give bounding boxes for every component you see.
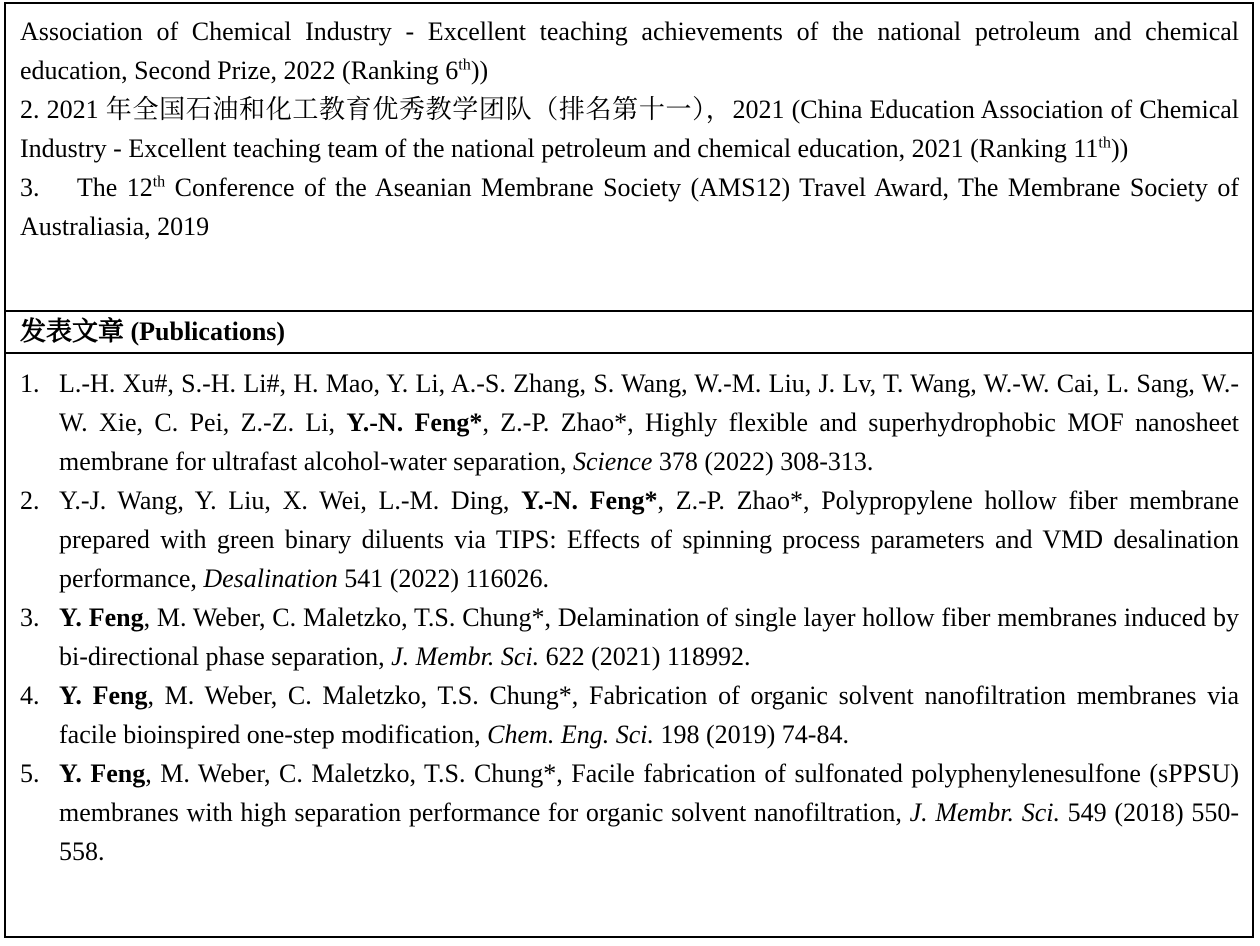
publication-item [20, 364, 1239, 481]
publication-text: Y. Feng, M. Weber, C. Maletzko, T.S. Chung*, Facile fabrication of sulfonated polyphenylenesulfone (sPPSU) membranes with high separation performance for organic solvent nanofiltration, J. Membr. Sci. 549 (2018) 550-558. [59, 759, 1240, 866]
publication-text: Y. Feng, M. Weber, C. Maletzko, T.S. Chung*, Fabrication of organic solvent nanofiltration membranes via facile bioinspired one-step modification, Chem. Eng. Sci. 198 (2019) 74-84. [59, 681, 1239, 749]
publications-header: 发表文章 (Publications) [20, 317, 286, 346]
publication-text: Y.-J. Wang, Y. Liu, X. Wei, L.-M. Ding, Y.-N. Feng*, Z.-P. Zhao*, Polypropylene hollow fiber membrane prepared with green binary diluents via TIPS: Effects of spinning process parameters and VMD desalination performance, Desalination 541 (2022) 116026. [59, 486, 1239, 593]
publication-text: Y. Feng, M. Weber, C. Maletzko, T.S. Chung*, Delamination of single layer hollow fiber membranes induced by bi-directional phase separation, J. Membr. Sci. 622 (2021) 118992. [59, 603, 1239, 671]
publication-number: 1. [20, 369, 40, 398]
award-paragraph: 2. 2021 年全国石油和化工教育优秀教学团队（排名第十一），2021 (China Education Association of Chemical Industry - Excellent teaching team of the national petroleum and chemical education, 2021 (Ranking 11th)) [20, 95, 1239, 163]
publication-number: 2. [20, 486, 40, 515]
award-paragraph: 3. The 12th Conference of the Aseanian Membrane Society (AMS12) Travel Award, The Membrane Society of Australiasia, 2019 [20, 173, 1239, 241]
publication-number: 5. [20, 759, 40, 788]
publication-item [20, 676, 1239, 754]
publication-number: 4. [20, 681, 40, 710]
publications-cell [6, 354, 1252, 936]
publication-item [20, 481, 1239, 598]
publication-text: L.-H. Xu#, S.-H. Li#, H. Mao, Y. Li, A.-S. Zhang, S. Wang, W.-M. Liu, J. Lv, T. Wang, W.-W. Cai, L. Sang, W.-W. Xie, C. Pei, Z.-Z. Li, Y.-N. Feng*, Z.-P. Zhao*, Highly flexible and superhydrophobic MOF nanosheet membrane for ultrafast alcohol-water separation, Science 378 (2022) 308-313. [59, 369, 1239, 476]
award-paragraph: Association of Chemical Industry - Excellent teaching achievements of the national petroleum and chemical education, Second Prize, 2022 (Ranking 6th)) [20, 17, 1239, 85]
publication-item [20, 598, 1239, 676]
publication-item [20, 754, 1239, 871]
publications-header-row [6, 312, 1252, 354]
cv-table [4, 2, 1254, 938]
publication-number: 3. [20, 603, 40, 632]
awards-cell [6, 4, 1252, 312]
